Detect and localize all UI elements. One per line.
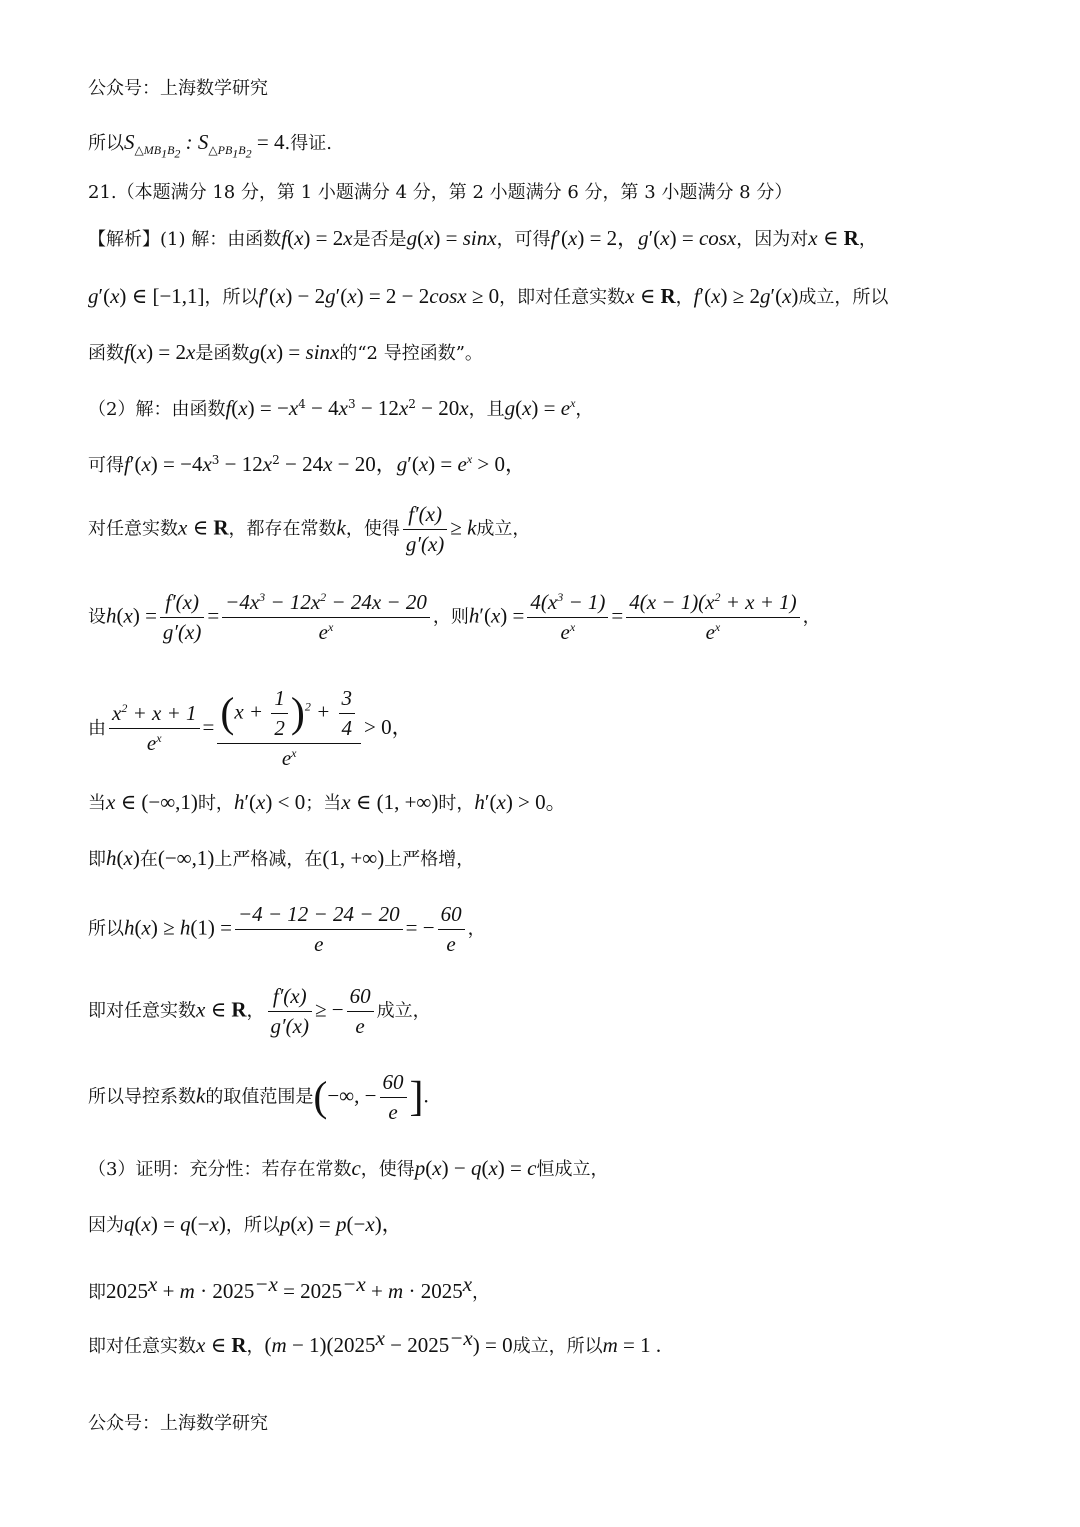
part2-line5: 由 $\frac{x^2 + x + 1}{e^x}$ = (x + $\frac{1}{2}$ )$^2$ + $\frac{3}{4}$ $e^x$ > 0，	[88, 686, 413, 771]
part2-line7: 即h(x)在(−∞,1)上严格减，在(1, +∞)上严格增，	[88, 846, 475, 870]
part2-line8: 所以h(x) ≥ h(1) = $\frac{-4 - 12 - 24 - 20}{e}$ = − $\frac{60}{e}$ ，	[88, 902, 486, 957]
part3-line4: 即对任意实数x ∈ R，$(m - 1)(2025^x - 2025^{-x}) = 0$成立，所以m = 1 .	[88, 1326, 662, 1357]
part1-line1: 【解析】(1) 解：由函数f(x) = 2x是否是g(x) = sinx，可得f′(x) = 2，g′(x) = cosx，因为对x ∈ R，	[88, 226, 877, 250]
part1-line3: 函数f(x) = 2x是函数g(x) = sinx的“2 导控函数”。	[88, 340, 483, 364]
conclusion-line: 所以$S_{\triangle MB_1B_2}$ : $S_{\triangle PB_1B_2} = 4$.得证.	[88, 130, 332, 161]
part2-line6: 当x ∈ (−∞,1)时，h′(x) < 0；当x ∈ (1, +∞)时，h′(x) > 0。	[88, 790, 567, 814]
part2-line1: （2）解：由函数$f(x) = -x^4 - 4x^3 - 12x^2 - 20x$，且$g(x) = e^x$，	[88, 396, 594, 420]
part3-line3: 即$2025^x + m \cdot 2025^{-x} = 2025^{-x} + m \cdot 2025^x$，	[88, 1272, 491, 1303]
problem-heading: 21.（本题满分 18 分，第 1 小题满分 4 分，第 2 小题满分 6 分，第 3 小题满分 8 分）	[88, 182, 793, 203]
part3-line2: 因为q(x) = q(−x)，所以p(x) = p(−x)，	[88, 1212, 403, 1236]
part2-line3: 对任意实数x ∈ R，都存在常数k，使得 $\frac{f'(x)}{g'(x)}$ ≥ k成立，	[88, 502, 531, 557]
part2-line9: 即对任意实数x ∈ R， $\frac{f'(x)}{g'(x)}$ ≥ − $\frac{60}{e}$ 成立，	[88, 984, 431, 1039]
part1-line2: g′(x) ∈ [−1,1]，所以f′(x) − 2g′(x) = 2 − 2cosx ≥ 0，即对任意实数x ∈ R，f′(x) ≥ 2g′(x)成立，所以	[88, 284, 889, 308]
page-header: 公众号：上海数学研究	[88, 78, 268, 99]
part2-line10: 所以导控系数k的取值范围是(−∞, − $\frac{60}{e}$ ].	[88, 1070, 429, 1125]
part2-line2: 可得$f'(x) = -4x^3 - 12x^2 - 24x - 20$，$g'(x) = e^x > 0$，	[88, 452, 527, 476]
part2-line4: 设h(x) = $\frac{f'(x)}{g'(x)}$ = $\frac{-4x^3 - 12x^2 - 24x - 20}{e^x}$ ，则h′(x) = $\frac{4(x^3 - 1)}{e^x}$ = $\frac{4(x - 1)(x^2 + x + 1)}{e^x}$ ，	[88, 590, 821, 645]
page-footer: 公众号：上海数学研究	[88, 1413, 268, 1434]
part3-line1: （3）证明：充分性：若存在常数c，使得p(x) − q(x) = c恒成立，	[88, 1156, 609, 1180]
